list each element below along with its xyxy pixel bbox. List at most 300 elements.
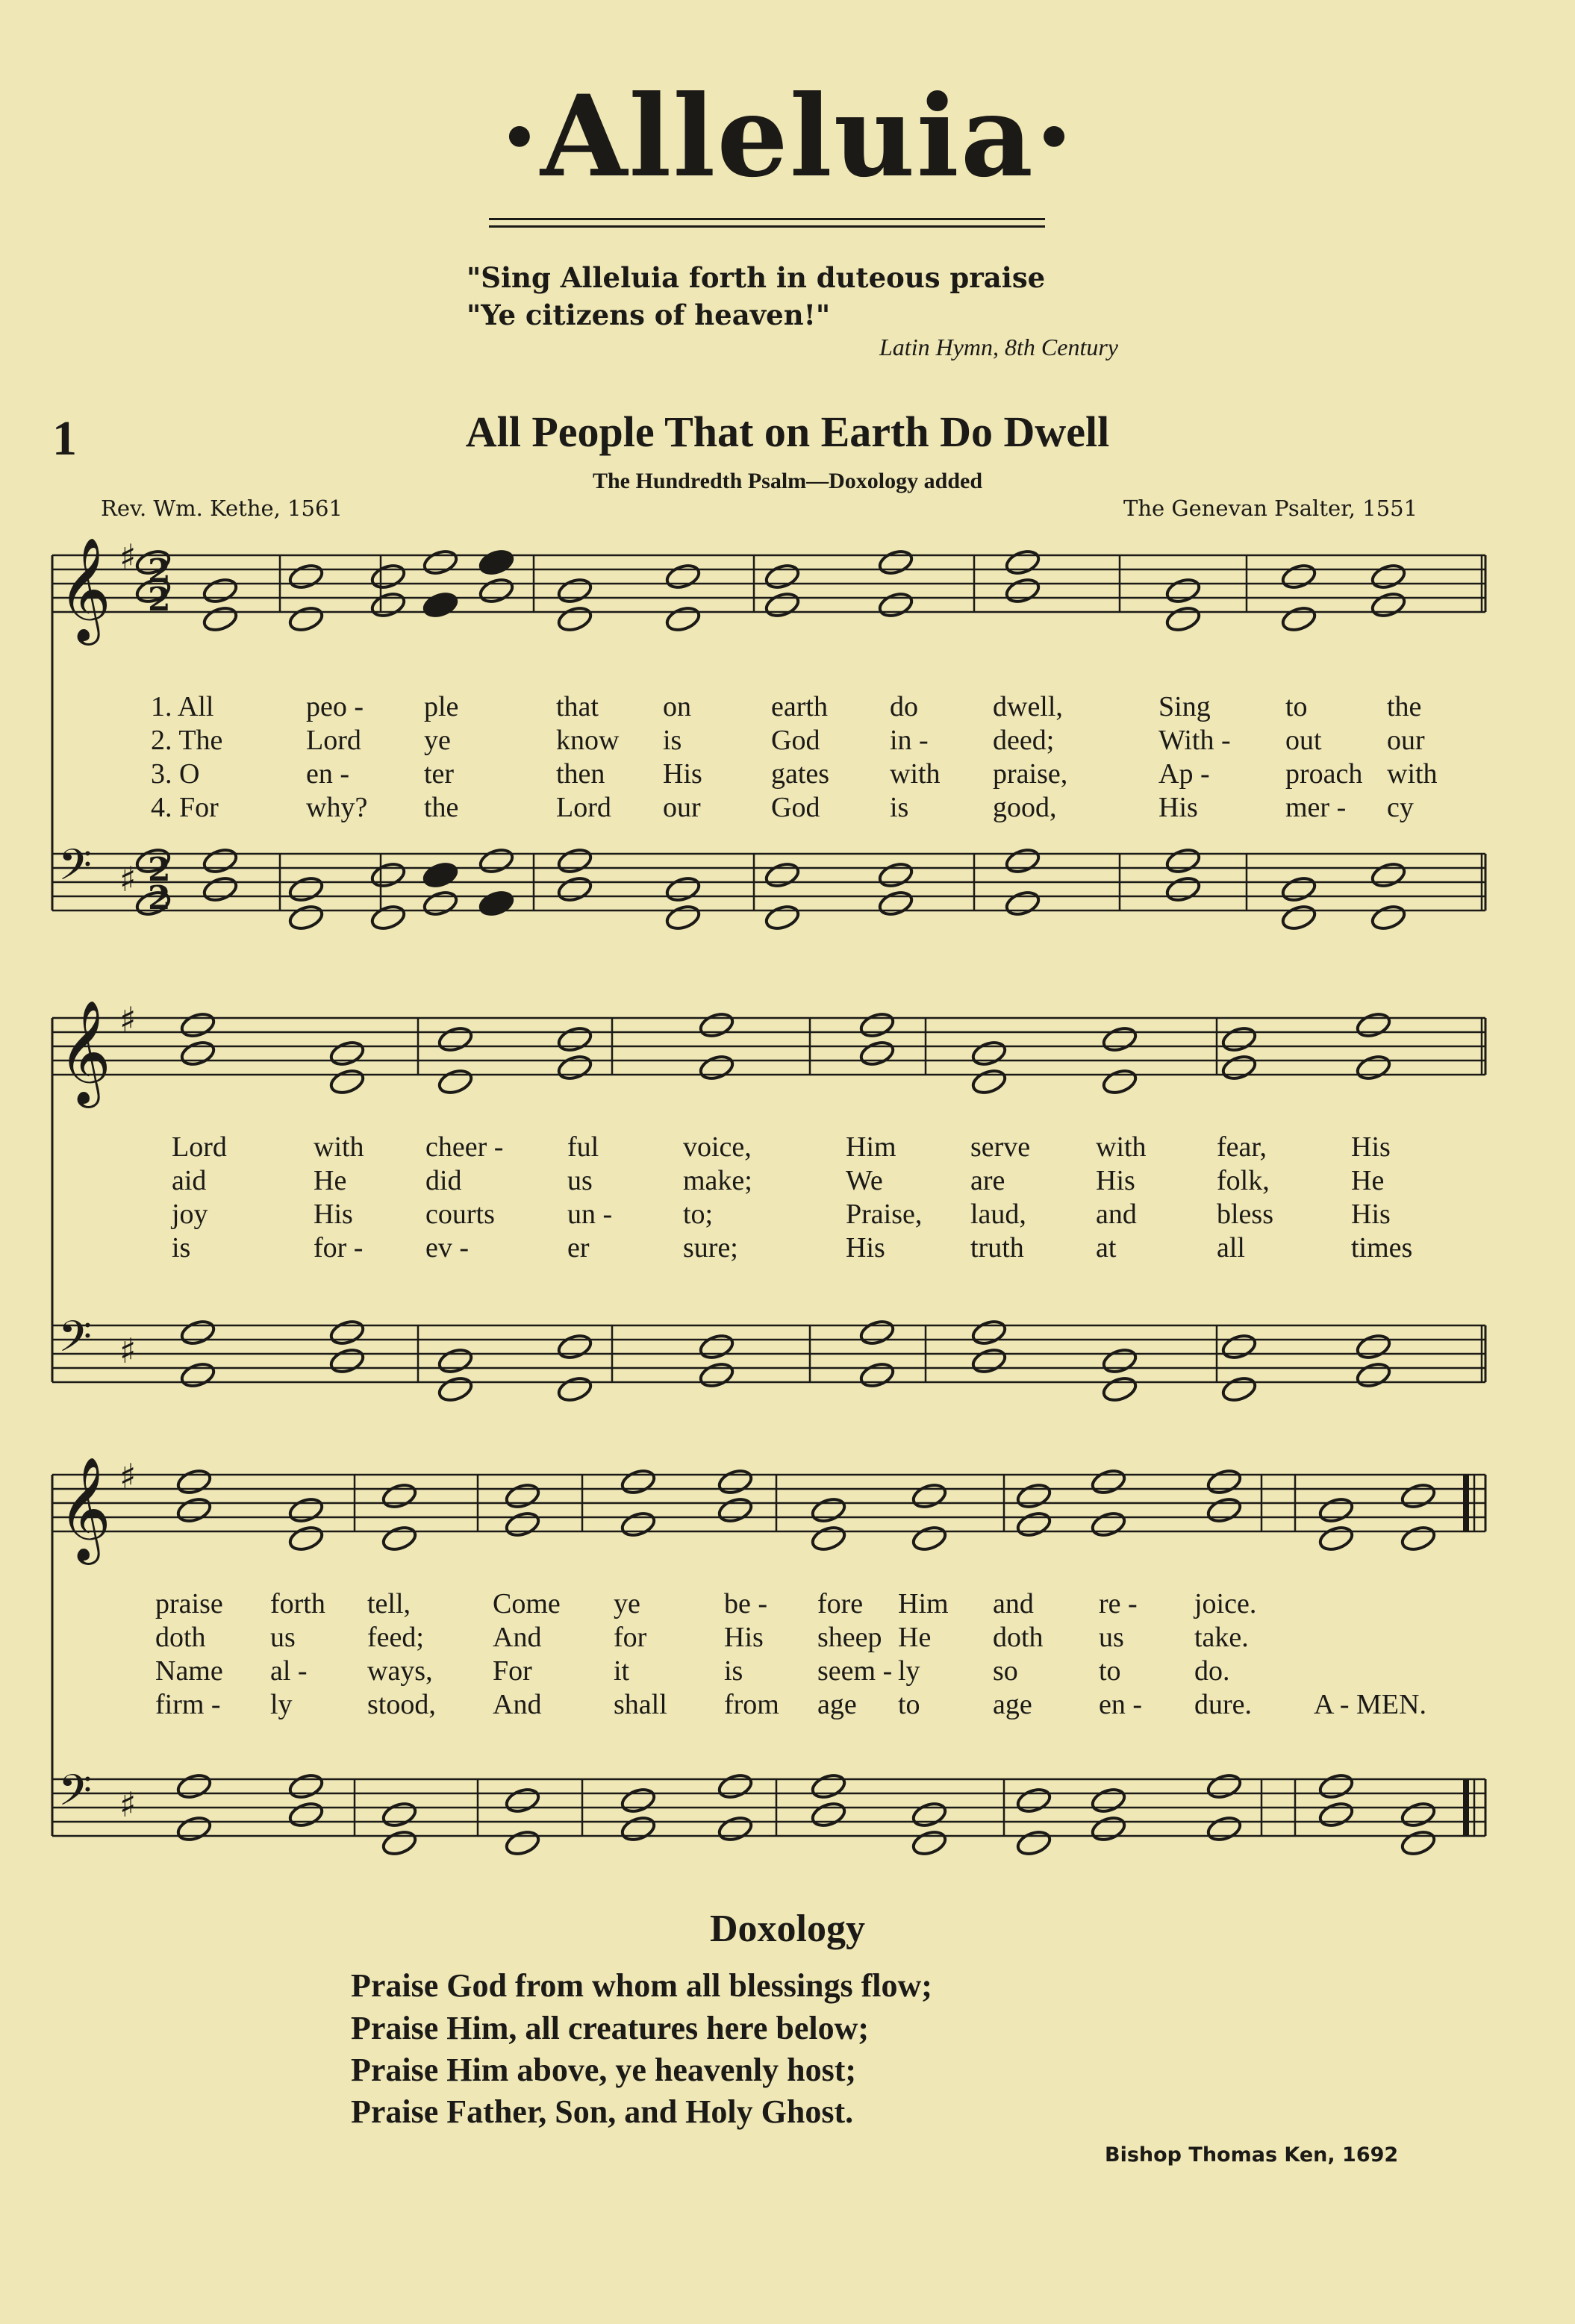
note-head (175, 1772, 213, 1801)
note-head (877, 548, 914, 577)
lyric-syllable: His (314, 1199, 353, 1230)
lyric-syllable: fore (817, 1588, 864, 1619)
note-head (179, 1039, 216, 1068)
lyric-syllable: He (898, 1622, 932, 1653)
note-head (1015, 1786, 1052, 1815)
lyric-syllable: do. (1194, 1655, 1230, 1687)
note-head (911, 1828, 948, 1858)
note-head (437, 1025, 474, 1054)
note-head (877, 590, 914, 619)
lyric-syllable: His (846, 1232, 885, 1263)
note-head (1164, 605, 1202, 634)
note-head (1370, 903, 1407, 932)
lyric-syllable: Praise, (846, 1199, 923, 1230)
lyric-syllable: with (1387, 758, 1438, 790)
note-head (556, 605, 593, 634)
lyric-syllable: laud, (970, 1199, 1026, 1230)
note-head (858, 1010, 896, 1040)
note-head (175, 1814, 213, 1843)
lyric-syllable: sheep (817, 1622, 882, 1653)
lyric-syllable: us (270, 1622, 296, 1653)
lyric-syllable: en - (1099, 1689, 1143, 1720)
treble-clef-icon: 𝄞 (58, 1457, 111, 1561)
lyric-syllable: for - (314, 1232, 364, 1263)
note-head (1101, 1067, 1138, 1096)
note-head (911, 1800, 948, 1829)
lyric-syllable: it (614, 1655, 630, 1687)
note-head (620, 1814, 657, 1843)
note-head (1164, 576, 1202, 605)
doxology-line-1: Praise God from whom all blessings flow; (351, 1967, 932, 2004)
lyric-syllable: make; (683, 1165, 752, 1196)
lyric-syllable: Ap - (1158, 758, 1210, 790)
lyric-syllable: ly (270, 1689, 293, 1720)
note-head (1370, 562, 1407, 591)
note-head (287, 1800, 325, 1829)
lyric-syllable: fear, (1217, 1131, 1267, 1163)
note-head (202, 576, 239, 605)
note-head (1355, 1053, 1392, 1082)
lyric-syllable: deed; (993, 725, 1055, 756)
note-head (1015, 1510, 1052, 1539)
bass-clef-icon: 𝄢 (58, 1311, 93, 1372)
note-head (422, 889, 459, 918)
note-head (556, 1053, 593, 1082)
lyric-syllable: good, (993, 792, 1057, 823)
note-head (1220, 1025, 1258, 1054)
note-head (620, 1510, 657, 1539)
note-head (717, 1467, 754, 1496)
lyric-syllable: 3. O (151, 758, 200, 790)
note-head (1355, 1010, 1392, 1040)
note-head (556, 1025, 593, 1054)
lyric-syllable: With - (1158, 725, 1231, 756)
note-head (717, 1496, 754, 1525)
bass-clef-icon: 𝄢 (58, 840, 93, 901)
note-head (437, 1375, 474, 1404)
note-head (179, 1318, 216, 1347)
note-head (858, 1361, 896, 1390)
lyric-syllable: ways, (367, 1655, 433, 1687)
lyric-syllable: un - (567, 1199, 613, 1230)
note-head (970, 1039, 1008, 1068)
note-head (1090, 1467, 1127, 1496)
sharp-icon: ♯ (119, 537, 137, 577)
final-bar (1463, 1475, 1469, 1531)
lyric-syllable: our (663, 792, 701, 823)
lyric-syllable: times (1351, 1232, 1413, 1263)
lyric-syllable: Him (898, 1588, 949, 1619)
note-head (422, 590, 459, 619)
note-head (620, 1786, 657, 1815)
lyric-syllable: from (724, 1689, 779, 1720)
lyric-syllable: then (556, 758, 605, 790)
lyric-syllable: His (1096, 1165, 1135, 1196)
note-head (1280, 605, 1317, 634)
lyric-syllable: praise, (993, 758, 1068, 790)
final-bar (1463, 1779, 1469, 1836)
note-head (556, 875, 593, 904)
lyric-syllable: to; (683, 1199, 714, 1230)
lyric-syllable: Lord (556, 792, 611, 823)
note-head (1206, 1496, 1243, 1525)
note-head (1220, 1332, 1258, 1361)
lyric-syllable: 2. The (151, 725, 223, 756)
lyric-syllable: us (1099, 1622, 1124, 1653)
lyric-syllable: at (1096, 1232, 1117, 1263)
lyric-syllable: en - (306, 758, 350, 790)
lyric-syllable: dwell, (993, 691, 1063, 722)
note-head (422, 548, 459, 577)
lyric-syllable: praise (155, 1588, 223, 1619)
note-head (369, 562, 407, 591)
time-signature-icon: 2 (148, 879, 171, 917)
lyric-syllable: truth (970, 1232, 1024, 1263)
note-head (620, 1467, 657, 1496)
note-head (556, 846, 593, 875)
lyric-syllable: tell, (367, 1588, 411, 1619)
lyric-syllable: ev - (425, 1232, 470, 1263)
note-head (287, 1772, 325, 1801)
lyric-syllable: 1. All (151, 691, 214, 722)
lyric-syllable: He (314, 1165, 347, 1196)
lyric-syllable: to (1099, 1655, 1121, 1687)
note-head (504, 1828, 541, 1858)
note-head (381, 1800, 418, 1829)
note-head (179, 1361, 216, 1390)
lyric-syllable: Lord (172, 1131, 227, 1163)
note-head (175, 1467, 213, 1496)
hymn-subtitle: The Hundredth Psalm—Doxology added (592, 469, 983, 493)
hymn-number: 1 (52, 411, 77, 466)
hymn-tune-source: The Genevan Psalter, 1551 (1123, 496, 1418, 521)
lyric-syllable: aid (172, 1165, 207, 1196)
note-head (381, 1524, 418, 1553)
lyric-syllable: so (993, 1655, 1018, 1687)
bass-clef-icon: 𝄢 (58, 1765, 93, 1826)
note-head (1206, 1814, 1243, 1843)
sharp-icon: ♯ (119, 859, 137, 899)
lyric-syllable: And (493, 1622, 542, 1653)
lyric-syllable: re - (1099, 1588, 1138, 1619)
note-head (504, 1481, 541, 1511)
note-head (437, 1067, 474, 1096)
note-head (717, 1814, 754, 1843)
doxology-attribution: Bishop Thomas Ken, 1692 (1105, 2143, 1399, 2167)
note-head (381, 1828, 418, 1858)
note-head (1400, 1800, 1437, 1829)
lyric-syllable: is (724, 1655, 743, 1687)
lyric-syllable: to (1285, 691, 1308, 722)
lyric-syllable: age (817, 1689, 857, 1720)
lyric-syllable: er (567, 1232, 590, 1263)
lyric-syllable: A - MEN. (1314, 1689, 1426, 1720)
note-head (478, 846, 515, 875)
lyric-syllable: for (614, 1622, 647, 1653)
note-head (858, 1039, 896, 1068)
note-head (202, 846, 239, 875)
lyric-syllable: ye (614, 1588, 640, 1619)
treble-clef-icon: 𝄞 (58, 537, 111, 641)
epigraph-line-2: "Ye citizens of heaven!" (467, 299, 831, 331)
lyric-syllable: cheer - (425, 1131, 504, 1163)
lyric-syllable: 4. For (151, 792, 219, 823)
note-head (1317, 1772, 1355, 1801)
lyric-syllable: And (493, 1689, 542, 1720)
note-head (202, 605, 239, 634)
note-head (1280, 903, 1317, 932)
note-head (877, 889, 914, 918)
lyric-syllable: and (1096, 1199, 1137, 1230)
note-head (810, 1496, 847, 1525)
lyric-syllable: is (663, 725, 682, 756)
lyric-syllable: with (314, 1131, 364, 1163)
note-head (1355, 1361, 1392, 1390)
note-head (437, 1346, 474, 1375)
note-head (764, 860, 801, 890)
lyric-syllable: the (424, 792, 459, 823)
note-head (858, 1318, 896, 1347)
note-head (1317, 1496, 1355, 1525)
note-head (1206, 1467, 1243, 1496)
note-head (664, 562, 702, 591)
note-head (1004, 576, 1041, 605)
note-head (328, 1318, 366, 1347)
lyric-syllable: cy (1387, 792, 1414, 823)
note-head (504, 1510, 541, 1539)
lyric-syllable: He (1351, 1165, 1385, 1196)
note-head (369, 903, 407, 932)
note-head (287, 605, 325, 634)
note-head (328, 1039, 366, 1068)
sharp-icon: ♯ (119, 1331, 137, 1371)
note-head (1206, 1772, 1243, 1801)
time-signature-icon: 2 (148, 851, 171, 889)
lyric-syllable: forth (270, 1588, 325, 1619)
note-head (810, 1524, 847, 1553)
lyric-syllable: is (890, 792, 909, 823)
lyric-syllable: on (663, 691, 691, 722)
note-head (664, 605, 702, 634)
lyric-syllable: God (771, 792, 820, 823)
note-head (717, 1772, 754, 1801)
lyric-syllable: do (890, 691, 918, 722)
note-head (1101, 1025, 1138, 1054)
note-head (287, 1524, 325, 1553)
note-head (1370, 860, 1407, 890)
lyric-syllable: shall (614, 1689, 667, 1720)
lyric-syllable: are (970, 1165, 1005, 1196)
lyric-syllable: Him (846, 1131, 896, 1163)
note-head (1280, 562, 1317, 591)
lyric-syllable: our (1387, 725, 1425, 756)
note-head (556, 576, 593, 605)
lyric-syllable: did (425, 1165, 462, 1196)
lyric-syllable: doth (155, 1622, 206, 1653)
note-head (179, 1010, 216, 1040)
note-head (810, 1800, 847, 1829)
note-head (556, 1332, 593, 1361)
note-head (1101, 1346, 1138, 1375)
lyric-syllable: the (1387, 691, 1422, 722)
note-head (478, 576, 515, 605)
note-head (1090, 1786, 1127, 1815)
lyric-syllable: We (846, 1165, 883, 1196)
note-head (287, 1496, 325, 1525)
lyric-syllable: take. (1194, 1622, 1249, 1653)
lyric-syllable: with (890, 758, 941, 790)
note-head (1090, 1814, 1127, 1843)
time-signature-icon: 2 (148, 581, 171, 619)
time-signature-icon: 2 (148, 552, 171, 590)
note-head (556, 1375, 593, 1404)
lyric-syllable: Lord (306, 725, 361, 756)
doxology-line-2: Praise Him, all creatures here below; (351, 2010, 870, 2046)
note-head (328, 1067, 366, 1096)
note-head (1355, 1332, 1392, 1361)
lyric-syllable: courts (425, 1199, 495, 1230)
note-head (478, 548, 515, 577)
note-head (1400, 1828, 1437, 1858)
lyric-syllable: voice, (683, 1131, 752, 1163)
lyric-syllable: joice. (1194, 1588, 1257, 1619)
note-head (764, 562, 801, 591)
lyric-syllable: gates (771, 758, 830, 790)
doxology-line-3: Praise Him above, ye heavenly host; (351, 2052, 857, 2088)
note-head (1400, 1524, 1437, 1553)
lyric-syllable: mer - (1285, 792, 1347, 823)
lyric-syllable: ly (898, 1655, 920, 1687)
sharp-icon: ♯ (119, 1456, 137, 1496)
lyric-syllable: His (1158, 792, 1198, 823)
lyric-syllable: that (556, 691, 599, 722)
lyric-syllable: sure; (683, 1232, 738, 1263)
lyric-syllable: seem - (817, 1655, 893, 1687)
doxology-title: Doxology (710, 1908, 865, 1950)
note-head (1317, 1800, 1355, 1829)
lyric-syllable: His (1351, 1199, 1391, 1230)
lyric-syllable: ye (424, 725, 451, 756)
note-head (381, 1481, 418, 1511)
note-head (764, 590, 801, 619)
lyric-syllable: ple (424, 691, 459, 722)
lyric-syllable: with (1096, 1131, 1147, 1163)
lyric-syllable: Name (155, 1655, 223, 1687)
note-head (1317, 1524, 1355, 1553)
note-head (970, 1067, 1008, 1096)
note-head (1090, 1510, 1127, 1539)
note-head (1015, 1481, 1052, 1511)
lyric-syllable: to (898, 1689, 920, 1720)
note-head (175, 1496, 213, 1525)
lyric-syllable: in - (890, 725, 929, 756)
epigraph-attribution: Latin Hymn, 8th Century (879, 334, 1118, 360)
lyric-syllable: stood, (367, 1689, 436, 1720)
lyric-syllable: His (663, 758, 702, 790)
note-head (369, 590, 407, 619)
lyric-syllable: feed; (367, 1622, 424, 1653)
note-head (1220, 1375, 1258, 1404)
lyric-syllable: age (993, 1689, 1032, 1720)
note-head (287, 875, 325, 904)
note-head (698, 1010, 735, 1040)
note-head (1015, 1828, 1052, 1858)
note-head (1370, 590, 1407, 619)
lyric-syllable: For (493, 1655, 532, 1687)
hymn-author: Rev. Wm. Kethe, 1561 (101, 496, 343, 521)
lyric-syllable: and (993, 1588, 1034, 1619)
lyric-syllable: earth (771, 691, 828, 722)
note-head (664, 875, 702, 904)
hymn-title: All People That on Earth Do Dwell (465, 407, 1110, 456)
note-head (1400, 1481, 1437, 1511)
note-head (698, 1053, 735, 1082)
note-head (369, 860, 407, 890)
lyric-syllable: know (556, 725, 620, 756)
note-head (422, 860, 459, 890)
note-head (287, 562, 325, 591)
treble-clef-icon: 𝄞 (58, 1000, 111, 1104)
note-head (810, 1772, 847, 1801)
lyric-syllable: bless (1217, 1199, 1273, 1230)
lyric-syllable: is (172, 1232, 191, 1263)
note-head (970, 1346, 1008, 1375)
lyric-syllable: serve (970, 1131, 1031, 1163)
note-head (877, 860, 914, 890)
lyric-syllable: out (1285, 725, 1322, 756)
lyric-syllable: folk, (1217, 1165, 1270, 1196)
lyric-syllable: doth (993, 1622, 1044, 1653)
lyric-syllable: us (567, 1165, 593, 1196)
note-head (1220, 1053, 1258, 1082)
lyric-syllable: be - (724, 1588, 768, 1619)
lyric-syllable: His (724, 1622, 764, 1653)
note-head (1004, 846, 1041, 875)
note-head (1004, 889, 1041, 918)
note-head (970, 1318, 1008, 1347)
note-head (478, 889, 515, 918)
note-head (1004, 548, 1041, 577)
note-head (1101, 1375, 1138, 1404)
note-head (504, 1786, 541, 1815)
epigraph-line-1: "Sing Alleluia forth in duteous praise (467, 261, 1046, 294)
lyric-syllable: Sing (1158, 691, 1211, 722)
lyric-syllable: joy (172, 1199, 208, 1230)
lyric-syllable: why? (306, 792, 368, 823)
note-head (698, 1361, 735, 1390)
page-title: ·Alleluia· (499, 71, 1076, 202)
lyric-syllable: al - (270, 1655, 308, 1687)
doxology-line-4: Praise Father, Son, and Holy Ghost. (351, 2093, 854, 2130)
note-head (1280, 875, 1317, 904)
lyric-syllable: peo - (306, 691, 364, 722)
lyric-syllable: proach (1285, 758, 1363, 790)
note-head (1164, 846, 1202, 875)
note-head (287, 903, 325, 932)
note-head (698, 1332, 735, 1361)
note-head (328, 1346, 366, 1375)
lyric-syllable: Come (493, 1588, 561, 1619)
note-head (664, 903, 702, 932)
lyric-syllable: ter (424, 758, 455, 790)
note-head (911, 1481, 948, 1511)
lyric-syllable: God (771, 725, 820, 756)
lyric-syllable: dure. (1194, 1689, 1253, 1720)
lyric-syllable: ful (567, 1131, 599, 1163)
sharp-icon: ♯ (119, 999, 137, 1040)
note-head (1164, 875, 1202, 904)
note-head (911, 1524, 948, 1553)
